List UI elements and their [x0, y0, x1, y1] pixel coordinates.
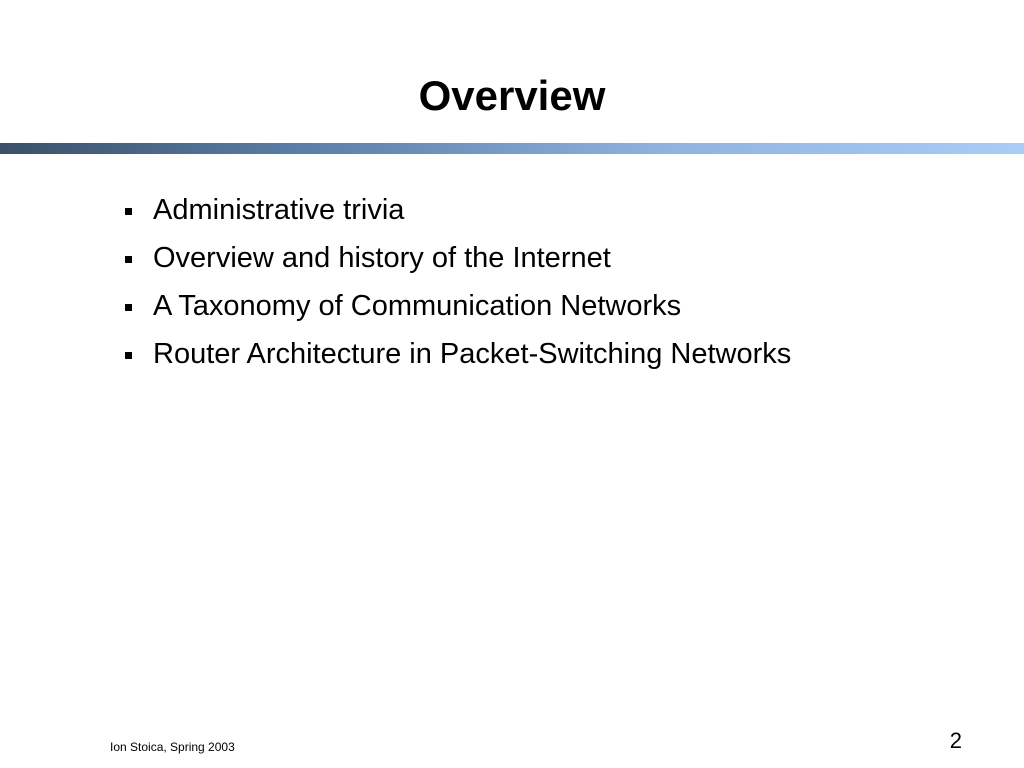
bullet-item: [120, 240, 820, 277]
bullet-item: [120, 336, 820, 373]
square-bullet-icon: [125, 208, 132, 215]
square-bullet-icon: [125, 256, 132, 263]
bullet-text: Router Architecture in Packet-Switching Networks: [153, 338, 792, 370]
square-bullet-icon: [125, 304, 132, 311]
square-bullet-icon: [125, 352, 132, 359]
bullet-text: Administrative trivia: [153, 194, 405, 226]
bullet-item: [120, 288, 820, 325]
title-divider: [0, 143, 1024, 154]
slide-title: Overview: [418, 72, 606, 119]
bullet-text: A Taxonomy of Communication Networks: [153, 290, 682, 322]
page-number: 2: [949, 728, 962, 753]
bullet-item: [120, 192, 820, 229]
bullet-text: Overview and history of the Internet: [153, 242, 611, 274]
bullet-list: [120, 192, 820, 384]
footer-author: Ion Stoica, Spring 2003: [110, 740, 235, 754]
